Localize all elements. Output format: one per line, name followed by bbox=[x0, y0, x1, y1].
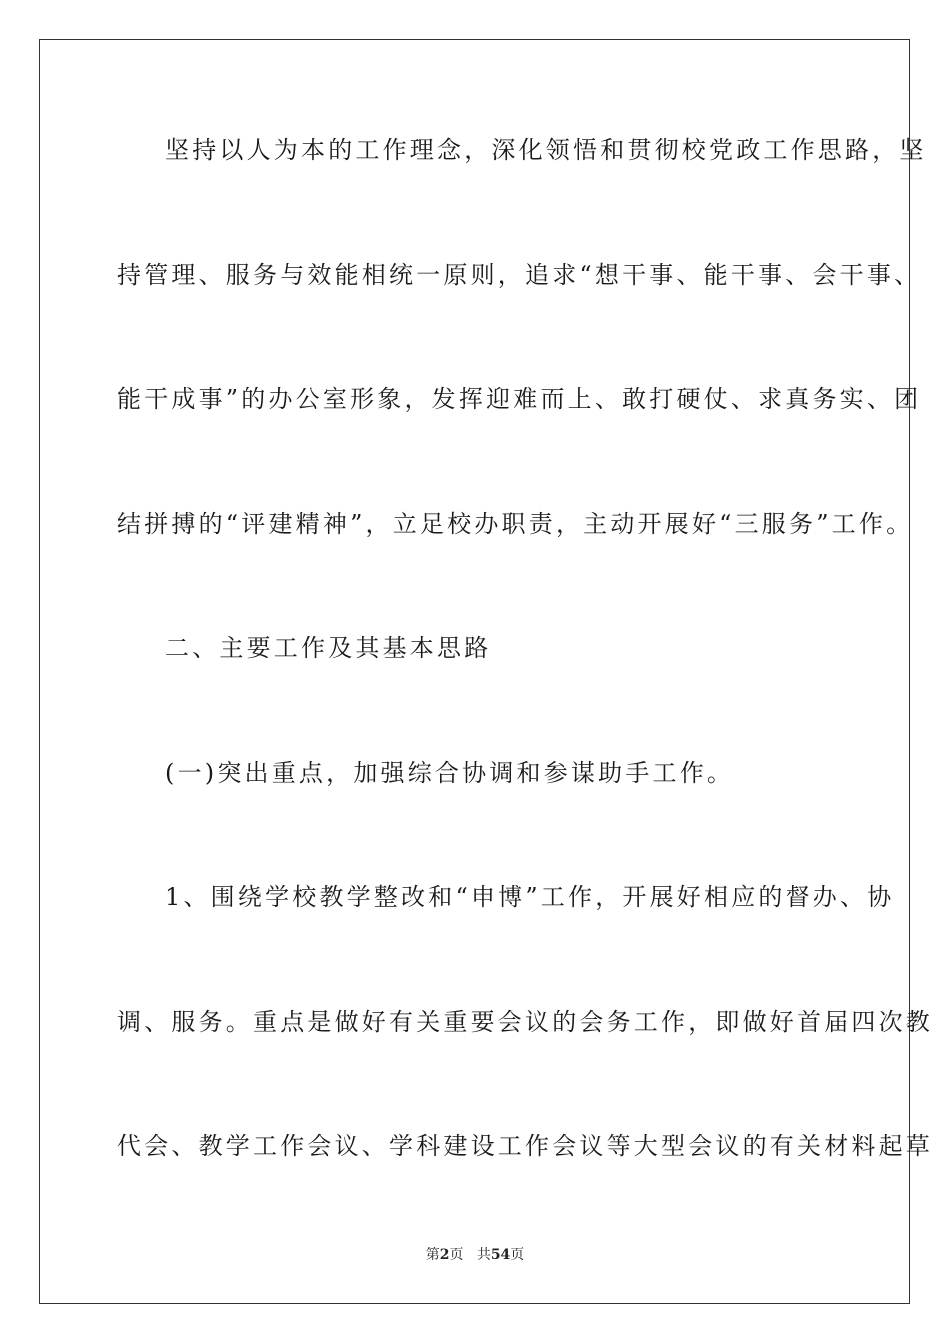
footer-page-number: 2 bbox=[439, 1247, 450, 1263]
page-footer bbox=[0, 1246, 950, 1264]
footer-page-suffix: 页 bbox=[449, 1247, 464, 1263]
footer-total-suffix: 页 bbox=[510, 1247, 525, 1263]
footer-total-prefix: 共 bbox=[476, 1247, 491, 1263]
subsection-heading: (一)突出重点，加强综合协调和参谋助手工作。 bbox=[165, 759, 735, 787]
paragraph-line-3: 能干成事”的办公室形象，发挥迎难而上、敢打硬仗、求真务实、团 bbox=[117, 385, 922, 413]
paragraph-line-2: 持管理、服务与效能相统一原则，追求“想干事、能干事、会干事、 bbox=[117, 261, 922, 289]
section-heading: 二、主要工作及其基本思路 bbox=[165, 634, 492, 662]
paragraph-line-9: 代会、教学工作会议、学科建设工作会议等大型会议的有关材料起草 bbox=[117, 1132, 933, 1160]
footer-page-prefix: 第 bbox=[425, 1247, 440, 1263]
footer-total-pages: 54 bbox=[490, 1247, 511, 1263]
paragraph-line-8: 调、服务。重点是做好有关重要会议的会务工作，即做好首届四次教 bbox=[117, 1008, 933, 1036]
paragraph-line-4: 结拼搏的“评建精神”，立足校办职责，主动开展好“三服务”工作。 bbox=[117, 510, 914, 538]
paragraph-line-7: 1、围绕学校教学整改和“申博”工作，开展好相应的督办、协 bbox=[165, 883, 895, 911]
paragraph-line-1: 坚持以人为本的工作理念，深化领悟和贯彻校党政工作思路，坚 bbox=[165, 136, 927, 164]
page-border bbox=[39, 39, 910, 1304]
